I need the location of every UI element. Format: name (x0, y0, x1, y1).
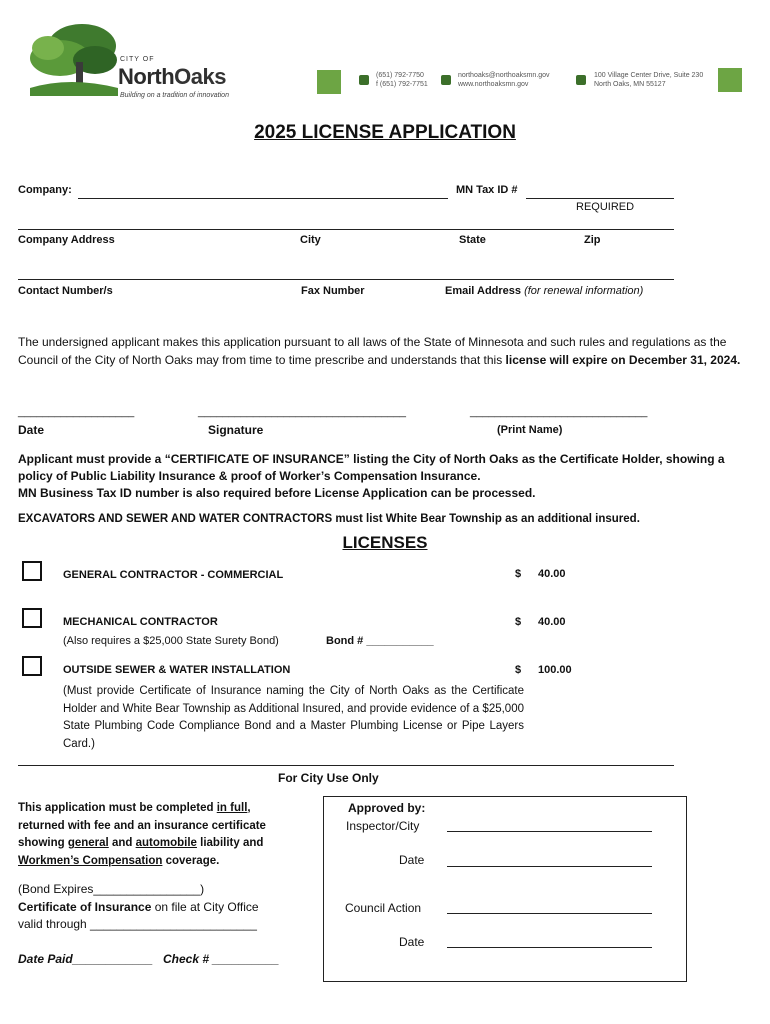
company-label: Company: (18, 184, 72, 196)
date1-line[interactable] (447, 866, 652, 867)
email-icon (441, 75, 451, 85)
mn-tax-id-input-line[interactable] (526, 198, 674, 199)
city-logo (20, 18, 250, 104)
signature-line[interactable]: __________________________________ (198, 406, 407, 418)
license-general-checkbox[interactable] (22, 561, 42, 581)
fax-number-label: Fax Number (301, 285, 365, 297)
license-sewer-checkbox[interactable] (22, 656, 42, 676)
contact-input-line[interactable] (18, 279, 674, 280)
certificate-on-file: Certificate of Insurance on file at City Office (18, 900, 259, 914)
license-mechanical-currency: $ (515, 616, 522, 628)
contact-address: 100 Village Center Drive, Suite 230 North Oaks, MN 55127 (594, 72, 704, 88)
contact-phone: (651) 792-7750 f (651) 792-7751 (376, 72, 428, 88)
logo-name: NorthOaks (118, 64, 226, 89)
mn-tax-id-label: MN Tax ID # (456, 184, 518, 196)
licenses-heading: LICENSES (342, 533, 428, 552)
license-sewer-currency: $ (515, 664, 522, 676)
council-action-label: Council Action (345, 901, 422, 915)
print-name-label: (Print Name) (497, 424, 563, 436)
company-input-line[interactable] (78, 198, 448, 199)
license-mechanical-checkbox[interactable] (22, 608, 42, 628)
contact-web: northoaks@northoaksmn.gov www.northoaksmn.gov (458, 72, 550, 88)
required-note: REQUIRED (576, 201, 635, 213)
location-icon (576, 75, 586, 85)
accent-square-left (317, 70, 341, 94)
page-title: 2025 LICENSE APPLICATION (254, 122, 516, 143)
city-use-divider (18, 765, 674, 766)
bond-expires-field[interactable]: (Bond Expires________________) (18, 882, 205, 896)
date-line[interactable]: ___________________ (18, 406, 135, 418)
license-general-fee: 40.00 (538, 568, 566, 580)
license-general-currency: $ (515, 568, 522, 580)
license-sewer-note: (Must provide Certificate of Insurance naming the City of North Oaks as the Certificate Holder and White Bear Township as Additional Insured, and provide evidence of a $25,000 State Plumbing Code Compliance Bond and a Master Plumbing License or Pipe Layers Card.) (63, 685, 524, 750)
license-mechanical-note: (Also requires a $25,000 State Surety Bond) (63, 635, 279, 647)
oak-tree-icon (20, 18, 120, 98)
council-action-line[interactable] (447, 913, 652, 914)
company-address-label: Company Address (18, 234, 115, 246)
logo-tagline: Building on a tradition of innovation (120, 92, 229, 99)
date2-label: Date (399, 935, 425, 949)
accent-square-right (718, 68, 742, 92)
inspector-city-line[interactable] (447, 831, 652, 832)
valid-through-field[interactable]: valid through _________________________ (18, 917, 257, 931)
signature-label: Signature (208, 423, 264, 437)
license-mechanical-name: MECHANICAL CONTRACTOR (63, 616, 218, 628)
license-sewer-fee: 100.00 (538, 664, 572, 676)
date1-label: Date (399, 853, 425, 867)
phone-icon (359, 75, 369, 85)
check-number-field[interactable]: Check # __________ (163, 952, 280, 966)
print-name-line[interactable]: _____________________________ (470, 406, 648, 418)
email-address-label: Email Address (for renewal information) (445, 285, 644, 297)
tax-notice: MN Business Tax ID number is also required before License Application can be processed. (18, 486, 536, 500)
license-sewer-name: OUTSIDE SEWER & WATER INSTALLATION (63, 664, 291, 676)
city-use-heading: For City Use Only (278, 771, 379, 785)
inspector-city-label: Inspector/City (346, 819, 420, 833)
state-label: State (459, 234, 486, 246)
insurance-notice: Applicant must provide a “CERTIFICATE OF INSURANCE” listing the City of North Oaks as the Certificate Holder, showing a policy of Public Liability Insurance & proof of Worker’s Compensation Insurance. (18, 452, 725, 483)
license-mechanical-fee: 40.00 (538, 616, 566, 628)
date-label: Date (18, 423, 45, 437)
date2-line[interactable] (447, 947, 652, 948)
applicant-statement: The undersigned applicant makes this application pursuant to all laws of the State of Minnesota and such rules and regulations as the Council of the City of North Oaks may from time to time prescribe and understands that this license will expire on December 31, 2024. (18, 335, 741, 367)
license-general-name: GENERAL CONTRACTOR - COMMERCIAL (63, 569, 284, 581)
bond-number-field[interactable]: Bond # ___________ (326, 635, 434, 647)
approved-by-label: Approved by: (348, 801, 426, 815)
zip-label: Zip (584, 234, 601, 246)
contact-numbers-label: Contact Number/s (18, 285, 113, 297)
city-use-instructions: This application must be completed in full, returned with fee and an insurance certificate showing general and automobile liability and Workmen’s Compensation coverage. (18, 802, 266, 867)
city-label: City (300, 234, 321, 246)
address-input-line[interactable] (18, 229, 674, 230)
logo-city-of: CITY OF (120, 56, 155, 63)
date-paid-field[interactable]: Date Paid____________ (18, 952, 153, 966)
excavators-notice: EXCAVATORS AND SEWER AND WATER CONTRACTORS must list White Bear Township as an additional insured. (18, 513, 640, 525)
